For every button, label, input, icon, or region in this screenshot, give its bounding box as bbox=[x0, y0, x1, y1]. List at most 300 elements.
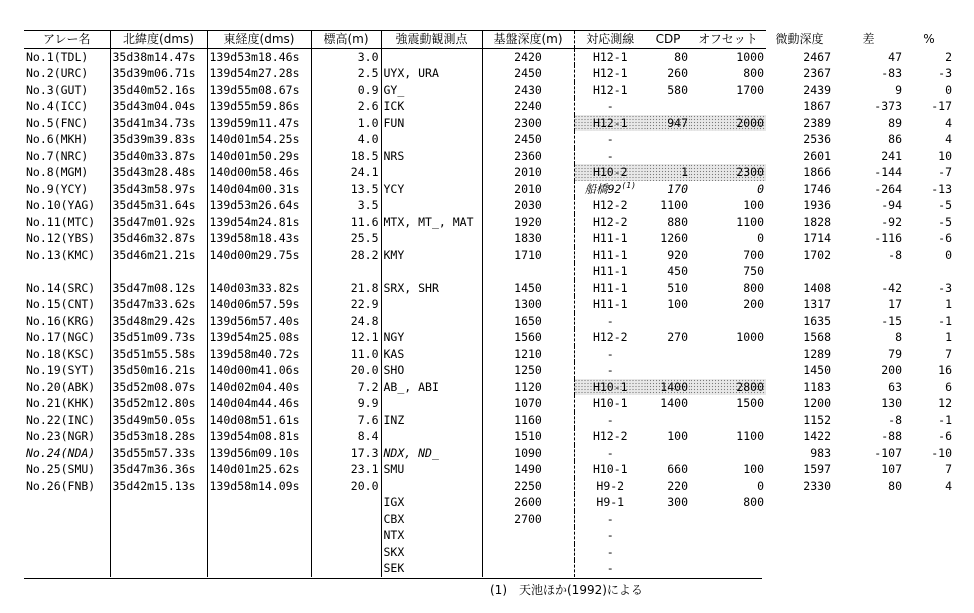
footnote: (1) 天池ほか(1992)による bbox=[490, 583, 643, 597]
cell-elevation-value: 3.0 bbox=[357, 49, 379, 64]
cell-elevation-value: 28.2 bbox=[350, 247, 379, 262]
cell-percent-value: -1 bbox=[938, 412, 952, 427]
cell-survey-line-value: - bbox=[606, 313, 614, 328]
cell-elevation-value: 1.0 bbox=[357, 115, 379, 130]
cell-cdp bbox=[646, 428, 690, 445]
cell-difference bbox=[833, 181, 904, 198]
table-row bbox=[24, 362, 954, 379]
cell-difference bbox=[833, 230, 904, 247]
cell-difference-value: -144 bbox=[874, 165, 902, 180]
cell-longitude-value: 139d58m18.43s bbox=[209, 231, 300, 246]
cell-percent-value: -3 bbox=[938, 280, 952, 295]
cell-offset-value: 1100 bbox=[736, 214, 764, 229]
table-row bbox=[24, 131, 954, 148]
cell-offset bbox=[690, 65, 766, 82]
cell-microtremor-depth bbox=[766, 494, 833, 511]
cell-latitude-value: 35d45m31.64s bbox=[112, 198, 196, 213]
cell-basement-depth-value: 2360 bbox=[514, 148, 542, 163]
cell-percent bbox=[904, 560, 954, 577]
table-row bbox=[24, 313, 954, 330]
cell-cdp bbox=[646, 280, 690, 297]
cell-elevation bbox=[311, 181, 381, 198]
cell-elevation bbox=[311, 280, 381, 297]
header-microtremor-depth: 微動深度 bbox=[775, 32, 824, 47]
cell-survey-line-value: - bbox=[606, 561, 614, 576]
cell-array-name bbox=[24, 511, 110, 528]
cell-array-name-value: No.25(SMU) bbox=[26, 462, 96, 477]
cell-array-name bbox=[24, 560, 110, 577]
cell-microtremor-depth-value: 1200 bbox=[803, 396, 831, 411]
table-row bbox=[24, 412, 954, 429]
cell-cdp bbox=[646, 445, 690, 462]
cell-array-name bbox=[24, 263, 110, 280]
cell-difference bbox=[833, 560, 904, 577]
cell-percent-value: 6 bbox=[945, 379, 952, 394]
cell-offset-value: 0 bbox=[757, 478, 764, 493]
cell-elevation bbox=[311, 296, 381, 313]
cell-latitude-value: 35d46m21.21s bbox=[112, 247, 196, 262]
table-row bbox=[24, 478, 954, 495]
cell-offset bbox=[690, 296, 766, 313]
cell-longitude-value: 139d54m25.08s bbox=[209, 330, 300, 345]
table-row bbox=[24, 346, 954, 363]
table-row bbox=[24, 494, 954, 511]
cell-latitude-value: 35d46m32.87s bbox=[112, 231, 196, 246]
cell-microtremor-depth-value: 1289 bbox=[803, 346, 831, 361]
cell-array-name bbox=[24, 296, 110, 313]
cell-percent bbox=[904, 197, 954, 214]
table-row bbox=[24, 445, 954, 462]
cell-basement-depth bbox=[482, 197, 574, 214]
cell-cdp-value: 1 bbox=[681, 165, 688, 180]
cell-difference-value: -264 bbox=[874, 181, 902, 196]
cell-latitude bbox=[110, 412, 207, 429]
cell-percent bbox=[904, 230, 954, 247]
cell-percent-value: 0 bbox=[945, 82, 952, 97]
cell-longitude bbox=[207, 412, 311, 429]
cell-offset-value: 800 bbox=[743, 66, 764, 81]
cell-survey-line bbox=[574, 214, 646, 231]
cell-station bbox=[381, 560, 482, 577]
cell-elevation-value: 3.5 bbox=[357, 198, 379, 213]
cell-array-name bbox=[24, 48, 110, 65]
cell-station-value: AB_, ABI bbox=[383, 379, 439, 394]
cell-station bbox=[381, 115, 482, 132]
cell-elevation bbox=[311, 478, 381, 495]
cell-offset-value: 2300 bbox=[736, 165, 764, 180]
table-row bbox=[24, 527, 954, 544]
cell-percent-value: 1 bbox=[945, 330, 952, 345]
table-row bbox=[24, 197, 954, 214]
cell-array-name bbox=[24, 181, 110, 198]
footnote-marker: (1) bbox=[621, 180, 636, 190]
cell-microtremor-depth bbox=[766, 82, 833, 99]
cell-latitude-value: 35d39m06.71s bbox=[112, 66, 196, 81]
cell-difference-value: 86 bbox=[888, 132, 902, 147]
cell-percent-value: 0 bbox=[945, 247, 952, 262]
cell-elevation bbox=[311, 362, 381, 379]
cell-microtremor-depth-value: 1702 bbox=[803, 247, 831, 262]
cell-latitude bbox=[110, 131, 207, 148]
cell-basement-depth-value: 2420 bbox=[514, 49, 542, 64]
cell-percent-value: -5 bbox=[938, 214, 952, 229]
cell-longitude-value: 140d03m33.82s bbox=[209, 280, 300, 295]
cell-elevation bbox=[311, 461, 381, 478]
cell-longitude bbox=[207, 478, 311, 495]
cell-difference bbox=[833, 65, 904, 82]
cell-survey-line-value: H11-1 bbox=[592, 231, 628, 246]
cell-cdp-value: 580 bbox=[667, 82, 688, 97]
header-percent: % bbox=[923, 32, 935, 47]
cell-elevation bbox=[311, 395, 381, 412]
cell-survey-line bbox=[574, 511, 646, 528]
cell-basement-depth-value: 1070 bbox=[514, 396, 542, 411]
cell-station-value: MTX, MT_, MAT bbox=[383, 214, 474, 229]
cell-microtremor-depth-value: 2536 bbox=[803, 132, 831, 147]
cell-percent bbox=[904, 263, 954, 280]
cell-latitude-value: 35d51m55.58s bbox=[112, 346, 196, 361]
cell-elevation bbox=[311, 346, 381, 363]
cell-difference bbox=[833, 313, 904, 330]
cell-elevation-value: 23.1 bbox=[350, 462, 379, 477]
cell-offset bbox=[690, 164, 766, 181]
cell-station bbox=[381, 280, 482, 297]
cell-percent-value: -13 bbox=[931, 181, 952, 196]
table-row bbox=[24, 329, 954, 346]
table-row bbox=[24, 544, 954, 561]
cell-latitude bbox=[110, 181, 207, 198]
cell-array-name-value: No.22(INC) bbox=[26, 412, 96, 427]
cell-cdp-value: 300 bbox=[667, 495, 688, 510]
cell-longitude bbox=[207, 362, 311, 379]
cell-difference-value: -15 bbox=[881, 313, 902, 328]
cell-elevation bbox=[311, 82, 381, 99]
cell-latitude-value: 35d53m18.28s bbox=[112, 429, 196, 444]
cell-survey-line bbox=[574, 247, 646, 264]
cell-microtremor-depth bbox=[766, 346, 833, 363]
cell-offset-value: 1700 bbox=[736, 82, 764, 97]
cell-elevation bbox=[311, 115, 381, 132]
cell-basement-depth-value: 2240 bbox=[514, 99, 542, 114]
cell-station-value: YCY bbox=[383, 181, 405, 196]
cell-percent-value: 1 bbox=[945, 297, 952, 312]
cell-longitude-value: 140d00m58.46s bbox=[209, 165, 300, 180]
cell-latitude bbox=[110, 395, 207, 412]
cell-longitude-value: 139d58m14.09s bbox=[209, 478, 300, 493]
cell-elevation bbox=[311, 247, 381, 264]
cell-difference-value: 8 bbox=[895, 330, 902, 345]
cell-difference bbox=[833, 48, 904, 65]
cell-latitude bbox=[110, 148, 207, 165]
cell-latitude bbox=[110, 82, 207, 99]
cell-basement-depth-value: 2300 bbox=[514, 115, 542, 130]
cell-cdp-value: 170 bbox=[667, 181, 688, 196]
cell-offset-value: 800 bbox=[743, 495, 764, 510]
cell-elevation-value: 21.8 bbox=[350, 280, 379, 295]
cell-offset bbox=[690, 346, 766, 363]
cell-longitude bbox=[207, 313, 311, 330]
cell-offset bbox=[690, 494, 766, 511]
cell-microtremor-depth-value: 2330 bbox=[803, 478, 831, 493]
cell-station bbox=[381, 181, 482, 198]
cell-percent bbox=[904, 48, 954, 65]
cell-difference-value: -42 bbox=[881, 280, 902, 295]
table-body bbox=[24, 48, 954, 577]
cell-longitude-value: 139d55m59.86s bbox=[209, 99, 300, 114]
cell-survey-line bbox=[574, 296, 646, 313]
cell-elevation bbox=[311, 148, 381, 165]
cell-percent bbox=[904, 181, 954, 198]
cell-survey-line bbox=[574, 115, 646, 132]
cell-cdp bbox=[646, 148, 690, 165]
cell-difference bbox=[833, 527, 904, 544]
cell-offset-value: 800 bbox=[743, 280, 764, 295]
cell-elevation bbox=[311, 329, 381, 346]
cell-offset bbox=[690, 511, 766, 528]
cell-cdp bbox=[646, 82, 690, 99]
cell-longitude bbox=[207, 346, 311, 363]
cell-percent bbox=[904, 428, 954, 445]
cell-basement-depth bbox=[482, 511, 574, 528]
cell-percent bbox=[904, 65, 954, 82]
cell-survey-line-value: H11-1 bbox=[592, 297, 628, 312]
header-latitude: 北緯度(dms) bbox=[110, 31, 207, 49]
cell-microtremor-depth bbox=[766, 379, 833, 396]
cell-survey-line-value: H9-2 bbox=[596, 478, 625, 493]
cell-cdp bbox=[646, 247, 690, 264]
cell-percent-value: -17 bbox=[931, 99, 952, 114]
cell-basement-depth-value: 2700 bbox=[514, 511, 542, 526]
cell-basement-depth-value: 1250 bbox=[514, 363, 542, 378]
cell-longitude bbox=[207, 461, 311, 478]
cell-difference-value: 107 bbox=[881, 462, 902, 477]
array-table bbox=[24, 30, 955, 577]
cell-station-value: SRX, SHR bbox=[383, 280, 439, 295]
cell-offset-value: 0 bbox=[757, 181, 764, 196]
cell-station bbox=[381, 379, 482, 396]
cell-cdp bbox=[646, 478, 690, 495]
cell-survey-line bbox=[574, 82, 646, 99]
cell-difference-value: 241 bbox=[881, 148, 902, 163]
cell-survey-line bbox=[574, 280, 646, 297]
cell-elevation bbox=[311, 560, 381, 577]
cell-microtremor-depth bbox=[766, 48, 833, 65]
cell-station bbox=[381, 263, 482, 280]
cell-latitude-value: 35d52m12.80s bbox=[112, 396, 196, 411]
cell-microtremor-depth-value: 2439 bbox=[803, 82, 831, 97]
cell-latitude-value: 35d38m14.47s bbox=[112, 49, 196, 64]
cell-survey-line bbox=[574, 445, 646, 462]
cell-array-name bbox=[24, 131, 110, 148]
cell-microtremor-depth bbox=[766, 544, 833, 561]
cell-longitude-value: 139d53m18.46s bbox=[209, 49, 300, 64]
table-row bbox=[24, 214, 954, 231]
cell-station-value: FUN bbox=[383, 115, 405, 130]
cell-percent bbox=[904, 82, 954, 99]
cell-microtremor-depth-value: 1597 bbox=[803, 462, 831, 477]
cell-offset bbox=[690, 412, 766, 429]
cell-offset-value: 100 bbox=[743, 462, 764, 477]
cell-microtremor-depth bbox=[766, 445, 833, 462]
cell-latitude bbox=[110, 164, 207, 181]
cell-percent bbox=[904, 164, 954, 181]
cell-basement-depth bbox=[482, 461, 574, 478]
cell-elevation bbox=[311, 527, 381, 544]
cell-array-name-value: No.10(YAG) bbox=[26, 198, 96, 213]
cell-survey-line-value: - bbox=[606, 445, 614, 460]
cell-longitude bbox=[207, 296, 311, 313]
cell-difference-value: 9 bbox=[895, 82, 902, 97]
cell-microtremor-depth-value: 2467 bbox=[803, 49, 831, 64]
cell-cdp bbox=[646, 346, 690, 363]
table-row bbox=[24, 148, 954, 165]
cell-basement-depth bbox=[482, 494, 574, 511]
cell-elevation bbox=[311, 214, 381, 231]
cell-percent bbox=[904, 412, 954, 429]
cell-station bbox=[381, 428, 482, 445]
cell-basement-depth bbox=[482, 263, 574, 280]
cell-latitude bbox=[110, 313, 207, 330]
cell-microtremor-depth bbox=[766, 214, 833, 231]
cell-array-name-value: No.16(KRG) bbox=[26, 313, 96, 328]
cell-array-name bbox=[24, 379, 110, 396]
cell-percent bbox=[904, 115, 954, 132]
cell-survey-line-value: H12-2 bbox=[592, 214, 628, 229]
table-row bbox=[24, 82, 954, 99]
cell-longitude bbox=[207, 65, 311, 82]
cell-latitude-value: 35d43m58.97s bbox=[112, 181, 196, 196]
cell-station-value: NRS bbox=[383, 148, 405, 163]
cell-survey-line bbox=[574, 560, 646, 577]
cell-percent bbox=[904, 280, 954, 297]
cell-elevation bbox=[311, 494, 381, 511]
cell-survey-line bbox=[574, 263, 646, 280]
cell-offset bbox=[690, 48, 766, 65]
cell-array-name bbox=[24, 214, 110, 231]
cell-latitude bbox=[110, 560, 207, 577]
cell-latitude bbox=[110, 494, 207, 511]
cell-elevation bbox=[311, 98, 381, 115]
cell-basement-depth-value: 1120 bbox=[514, 379, 542, 394]
cell-longitude bbox=[207, 329, 311, 346]
cell-percent bbox=[904, 544, 954, 561]
cell-basement-depth bbox=[482, 478, 574, 495]
table-row bbox=[24, 428, 954, 445]
cell-offset-value: 1000 bbox=[736, 330, 764, 345]
cell-station bbox=[381, 511, 482, 528]
cell-cdp bbox=[646, 131, 690, 148]
cell-cdp-value: 660 bbox=[667, 462, 688, 477]
cell-survey-line bbox=[574, 131, 646, 148]
cell-percent bbox=[904, 511, 954, 528]
cell-cdp-value: 450 bbox=[667, 264, 688, 279]
cell-array-name bbox=[24, 329, 110, 346]
cell-cdp-value: 920 bbox=[667, 247, 688, 262]
cell-difference-value: 130 bbox=[881, 396, 902, 411]
cell-elevation bbox=[311, 65, 381, 82]
cell-microtremor-depth bbox=[766, 412, 833, 429]
cell-longitude-value: 140d00m41.06s bbox=[209, 363, 300, 378]
cell-survey-line-value: H11-1 bbox=[592, 247, 628, 262]
cell-basement-depth-value: 2430 bbox=[514, 82, 542, 97]
cell-station bbox=[381, 48, 482, 65]
table-row bbox=[24, 560, 954, 577]
cell-elevation bbox=[311, 131, 381, 148]
cell-latitude-value: 35d47m01.92s bbox=[112, 214, 196, 229]
cell-cdp bbox=[646, 494, 690, 511]
cell-station bbox=[381, 395, 482, 412]
cell-elevation-value: 20.0 bbox=[350, 478, 379, 493]
cell-cdp bbox=[646, 412, 690, 429]
cell-array-name-value: No.26(FNB) bbox=[26, 478, 96, 493]
cell-latitude bbox=[110, 214, 207, 231]
cell-latitude bbox=[110, 197, 207, 214]
cell-array-name-value: No.18(KSC) bbox=[26, 346, 96, 361]
cell-longitude-value: 140d06m57.59s bbox=[209, 297, 300, 312]
cell-longitude bbox=[207, 445, 311, 462]
cell-basement-depth bbox=[482, 313, 574, 330]
cell-basement-depth-value: 1090 bbox=[514, 445, 542, 460]
cell-cdp-value: 1100 bbox=[660, 198, 688, 213]
cell-latitude bbox=[110, 329, 207, 346]
table-row bbox=[24, 247, 954, 264]
cell-difference-value: -116 bbox=[874, 231, 902, 246]
cell-microtremor-depth bbox=[766, 478, 833, 495]
cell-station-value: GY_ bbox=[383, 82, 405, 97]
cell-elevation-value: 17.3 bbox=[350, 445, 379, 460]
cell-elevation-value: 11.0 bbox=[350, 346, 379, 361]
cell-elevation-value: 9.9 bbox=[357, 396, 379, 411]
cell-survey-line bbox=[574, 478, 646, 495]
cell-survey-line-value: - bbox=[606, 148, 614, 163]
cell-elevation bbox=[311, 197, 381, 214]
cell-cdp bbox=[646, 48, 690, 65]
cell-station bbox=[381, 412, 482, 429]
cell-latitude-value: 35d51m09.73s bbox=[112, 330, 196, 345]
cell-elevation-value: 25.5 bbox=[350, 231, 379, 246]
cell-elevation-value: 4.0 bbox=[357, 132, 379, 147]
cell-array-name-value: No.1(TDL) bbox=[26, 49, 89, 64]
table-row bbox=[24, 296, 954, 313]
cell-cdp bbox=[646, 329, 690, 346]
table-row bbox=[24, 181, 954, 198]
cell-latitude bbox=[110, 247, 207, 264]
cell-offset bbox=[690, 445, 766, 462]
cell-basement-depth-value: 1650 bbox=[514, 313, 542, 328]
cell-longitude bbox=[207, 214, 311, 231]
cell-offset bbox=[690, 98, 766, 115]
cell-difference-value: 79 bbox=[888, 346, 902, 361]
cell-cdp-value: 1260 bbox=[660, 231, 688, 246]
cell-array-name bbox=[24, 65, 110, 82]
cell-latitude-value: 35d47m33.62s bbox=[112, 297, 196, 312]
cell-percent bbox=[904, 478, 954, 495]
cell-basement-depth bbox=[482, 395, 574, 412]
cell-array-name-value: No.2(URC) bbox=[26, 66, 89, 81]
cell-offset bbox=[690, 395, 766, 412]
cell-cdp bbox=[646, 115, 690, 132]
cell-longitude-value: 139d59m11.47s bbox=[209, 115, 300, 130]
cell-difference bbox=[833, 494, 904, 511]
cell-survey-line bbox=[574, 98, 646, 115]
cell-cdp bbox=[646, 230, 690, 247]
cell-longitude bbox=[207, 511, 311, 528]
cell-station-value: SEK bbox=[383, 561, 405, 576]
cell-cdp bbox=[646, 379, 690, 396]
cell-array-name bbox=[24, 313, 110, 330]
cell-survey-line bbox=[574, 379, 646, 396]
cell-cdp bbox=[646, 527, 690, 544]
